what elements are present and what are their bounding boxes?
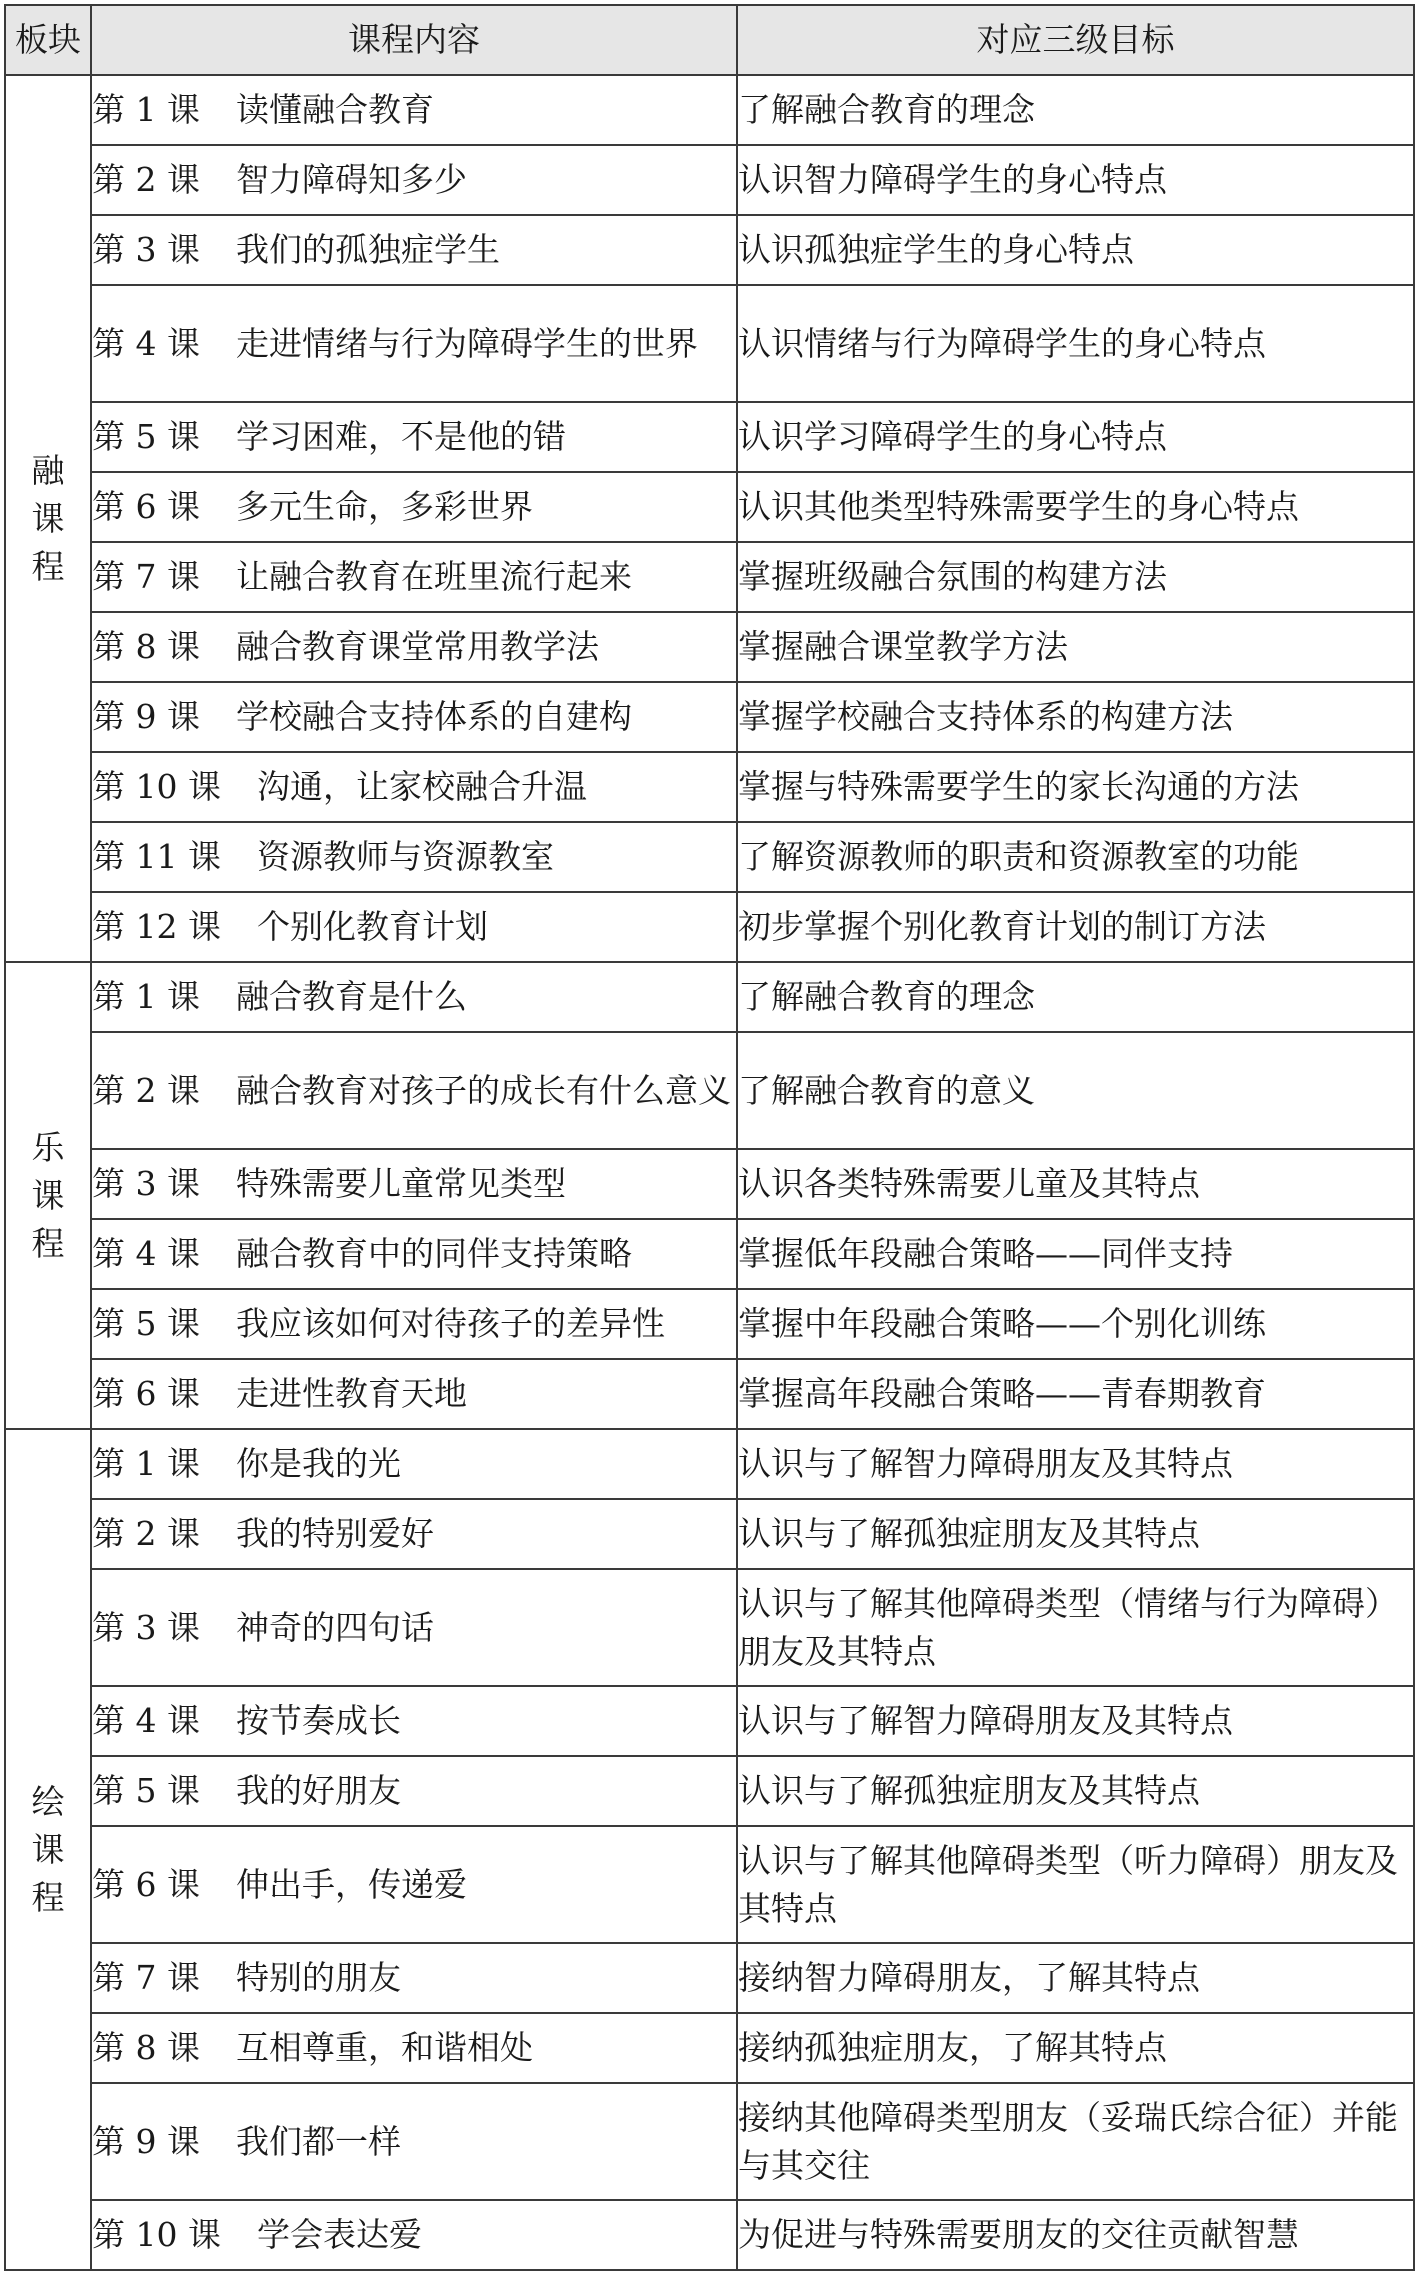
lesson-number: 第 2 课	[92, 1514, 200, 1553]
lesson-title: 按节奏成长	[235, 1701, 401, 1740]
goal-cell: 认识孤独症学生的身心特点	[737, 215, 1414, 285]
lesson-number: 第 9 课	[92, 2121, 200, 2161]
lesson-title: 走进情绪与行为障碍学生的世界	[235, 323, 698, 363]
lesson-title: 我们都一样	[235, 2121, 401, 2161]
lesson-cell	[91, 2083, 737, 2200]
curriculum-table	[4, 4, 1415, 2271]
table-row	[5, 822, 1414, 892]
table-row	[5, 1686, 1414, 1756]
lesson-title: 多元生命，多彩世界	[235, 487, 533, 526]
goal-cell: 了解融合教育的理念	[737, 962, 1414, 1032]
lesson-title: 我的特别爱好	[235, 1514, 434, 1553]
section-name: 绘课程	[31, 1781, 65, 1917]
table-row	[5, 75, 1414, 145]
lesson-cell	[91, 145, 737, 215]
table-row	[5, 472, 1414, 542]
lesson-number: 第 5 课	[92, 417, 200, 456]
table-row	[5, 1756, 1414, 1826]
table-row	[5, 752, 1414, 822]
table-row	[5, 542, 1414, 612]
lesson-title: 互相尊重，和谐相处	[235, 2028, 533, 2067]
lesson-title: 你是我的光	[235, 1444, 401, 1483]
table-row	[5, 682, 1414, 752]
lesson-title: 资源教师与资源教室	[256, 837, 554, 876]
lesson-cell	[91, 1429, 737, 1499]
goal-cell: 初步掌握个别化教育计划的制订方法	[737, 892, 1414, 962]
goal-cell: 认识各类特殊需要儿童及其特点	[737, 1149, 1414, 1219]
table-row	[5, 1826, 1414, 1943]
table-row	[5, 1943, 1414, 2013]
lesson-cell	[91, 1032, 737, 1149]
lesson-title: 我们的孤独症学生	[235, 230, 500, 269]
goal-cell: 接纳智力障碍朋友，了解其特点	[737, 1943, 1414, 2013]
lesson-cell	[91, 402, 737, 472]
table-header-row	[5, 5, 1414, 75]
section-cell	[5, 75, 91, 962]
lesson-cell	[91, 1756, 737, 1826]
lesson-number: 第 6 课	[92, 487, 200, 526]
lesson-cell	[91, 2200, 737, 2270]
lesson-title: 特殊需要儿童常见类型	[235, 1164, 566, 1203]
table-row	[5, 2200, 1414, 2270]
lesson-cell	[91, 822, 737, 892]
header-section: 板块	[5, 5, 91, 75]
header-content: 课程内容	[91, 5, 737, 75]
goal-cell: 认识与了解其他障碍类型（情绪与行为障碍）朋友及其特点	[737, 1569, 1414, 1686]
lesson-number: 第 8 课	[92, 2028, 200, 2067]
lesson-number: 第 5 课	[92, 1771, 200, 1810]
goal-cell: 掌握高年段融合策略——青春期教育	[737, 1359, 1414, 1429]
goal-cell: 掌握班级融合氛围的构建方法	[737, 542, 1414, 612]
lesson-cell	[91, 892, 737, 962]
lesson-number: 第 7 课	[92, 557, 200, 596]
lesson-number: 第 7 课	[92, 1958, 200, 1997]
lesson-cell	[91, 215, 737, 285]
table-row	[5, 285, 1414, 402]
lesson-number: 第 2 课	[92, 160, 200, 199]
table-row	[5, 612, 1414, 682]
table-row	[5, 962, 1414, 1032]
lesson-title: 神奇的四句话	[235, 1607, 434, 1647]
section-name: 乐课程	[31, 1127, 65, 1263]
goal-cell: 认识与了解孤独症朋友及其特点	[737, 1756, 1414, 1826]
lesson-cell	[91, 1149, 737, 1219]
table-row	[5, 1032, 1414, 1149]
lesson-title: 融合教育是什么	[235, 977, 467, 1016]
lesson-title: 走进性教育天地	[235, 1374, 467, 1413]
lesson-number: 第 1 课	[92, 1444, 200, 1483]
table-row	[5, 145, 1414, 215]
lesson-number: 第 3 课	[92, 1607, 200, 1647]
table-row	[5, 1359, 1414, 1429]
lesson-cell	[91, 75, 737, 145]
lesson-cell	[91, 1499, 737, 1569]
table-body	[5, 75, 1414, 2270]
table-row	[5, 1149, 1414, 1219]
lesson-cell	[91, 1289, 737, 1359]
table-row	[5, 2083, 1414, 2200]
goal-cell: 了解融合教育的意义	[737, 1032, 1414, 1149]
lesson-number: 第 3 课	[92, 1164, 200, 1203]
goal-cell: 接纳孤独症朋友，了解其特点	[737, 2013, 1414, 2083]
table-row	[5, 2013, 1414, 2083]
goal-cell: 认识与了解孤独症朋友及其特点	[737, 1499, 1414, 1569]
lesson-cell	[91, 2013, 737, 2083]
lesson-title: 读懂融合教育	[235, 90, 434, 129]
lesson-number: 第 6 课	[92, 1374, 200, 1413]
lesson-title: 学校融合支持体系的自建构	[235, 697, 632, 736]
lesson-number: 第 2 课	[92, 1070, 200, 1110]
goal-cell: 掌握与特殊需要学生的家长沟通的方法	[737, 752, 1414, 822]
lesson-number: 第 3 课	[92, 230, 200, 269]
goal-cell: 认识情绪与行为障碍学生的身心特点	[737, 285, 1414, 402]
lesson-cell	[91, 542, 737, 612]
lesson-title: 让融合教育在班里流行起来	[235, 557, 632, 596]
goal-cell: 了解融合教育的理念	[737, 75, 1414, 145]
lesson-title: 个别化教育计划	[256, 907, 488, 946]
goal-cell: 为促进与特殊需要朋友的交往贡献智慧	[737, 2200, 1414, 2270]
goal-cell: 掌握中年段融合策略——个别化训练	[737, 1289, 1414, 1359]
lesson-title: 学会表达爱	[256, 2215, 422, 2254]
lesson-number: 第 1 课	[92, 977, 200, 1016]
lesson-cell	[91, 752, 737, 822]
lesson-title: 我应该如何对待孩子的差异性	[235, 1304, 665, 1343]
table-row	[5, 402, 1414, 472]
goal-cell: 掌握融合课堂教学方法	[737, 612, 1414, 682]
lesson-number: 第 10 课	[92, 767, 221, 806]
lesson-cell	[91, 1359, 737, 1429]
lesson-title: 智力障碍知多少	[235, 160, 467, 199]
goal-cell: 接纳其他障碍类型朋友（妥瑞氏综合征）并能与其交往	[737, 2083, 1414, 2200]
goal-cell: 认识与了解智力障碍朋友及其特点	[737, 1429, 1414, 1499]
lesson-cell	[91, 612, 737, 682]
goal-cell: 掌握学校融合支持体系的构建方法	[737, 682, 1414, 752]
table-row	[5, 1499, 1414, 1569]
table-row	[5, 1289, 1414, 1359]
section-cell	[5, 1429, 91, 2270]
lesson-number: 第 10 课	[92, 2215, 221, 2254]
goal-cell: 了解资源教师的职责和资源教室的功能	[737, 822, 1414, 892]
goal-cell: 认识其他类型特殊需要学生的身心特点	[737, 472, 1414, 542]
lesson-title: 特别的朋友	[235, 1958, 401, 1997]
lesson-number: 第 8 课	[92, 627, 200, 666]
goal-cell: 认识与了解其他障碍类型（听力障碍）朋友及其特点	[737, 1826, 1414, 1943]
section-cell	[5, 962, 91, 1429]
lesson-title: 我的好朋友	[235, 1771, 401, 1810]
lesson-title: 学习困难，不是他的错	[235, 417, 566, 456]
table-row	[5, 1569, 1414, 1686]
lesson-cell	[91, 1943, 737, 2013]
section-name: 融课程	[31, 450, 65, 586]
lesson-title: 融合教育课堂常用教学法	[235, 627, 599, 666]
lesson-number: 第 9 课	[92, 697, 200, 736]
table-row	[5, 215, 1414, 285]
lesson-number: 第 5 课	[92, 1304, 200, 1343]
goal-cell: 认识与了解智力障碍朋友及其特点	[737, 1686, 1414, 1756]
lesson-cell	[91, 472, 737, 542]
lesson-cell	[91, 285, 737, 402]
lesson-cell	[91, 962, 737, 1032]
lesson-number: 第 4 课	[92, 323, 200, 363]
table-row	[5, 1219, 1414, 1289]
lesson-title: 伸出手，传递爱	[235, 1864, 467, 1904]
lesson-cell	[91, 1826, 737, 1943]
lesson-title: 融合教育对孩子的成长有什么意义	[235, 1070, 731, 1110]
lesson-number: 第 6 课	[92, 1864, 200, 1904]
goal-cell: 认识学习障碍学生的身心特点	[737, 402, 1414, 472]
lesson-number: 第 4 课	[92, 1701, 200, 1740]
header-goal: 对应三级目标	[737, 5, 1414, 75]
goal-cell: 认识智力障碍学生的身心特点	[737, 145, 1414, 215]
lesson-title: 沟通，让家校融合升温	[256, 767, 587, 806]
lesson-cell	[91, 1219, 737, 1289]
goal-cell: 掌握低年段融合策略——同伴支持	[737, 1219, 1414, 1289]
lesson-cell	[91, 682, 737, 752]
lesson-title: 融合教育中的同伴支持策略	[235, 1234, 632, 1273]
lesson-number: 第 12 课	[92, 907, 221, 946]
lesson-number: 第 11 课	[92, 837, 221, 876]
lesson-cell	[91, 1569, 737, 1686]
table-row	[5, 892, 1414, 962]
lesson-number: 第 1 课	[92, 90, 200, 129]
table-row	[5, 1429, 1414, 1499]
lesson-cell	[91, 1686, 737, 1756]
lesson-number: 第 4 课	[92, 1234, 200, 1273]
